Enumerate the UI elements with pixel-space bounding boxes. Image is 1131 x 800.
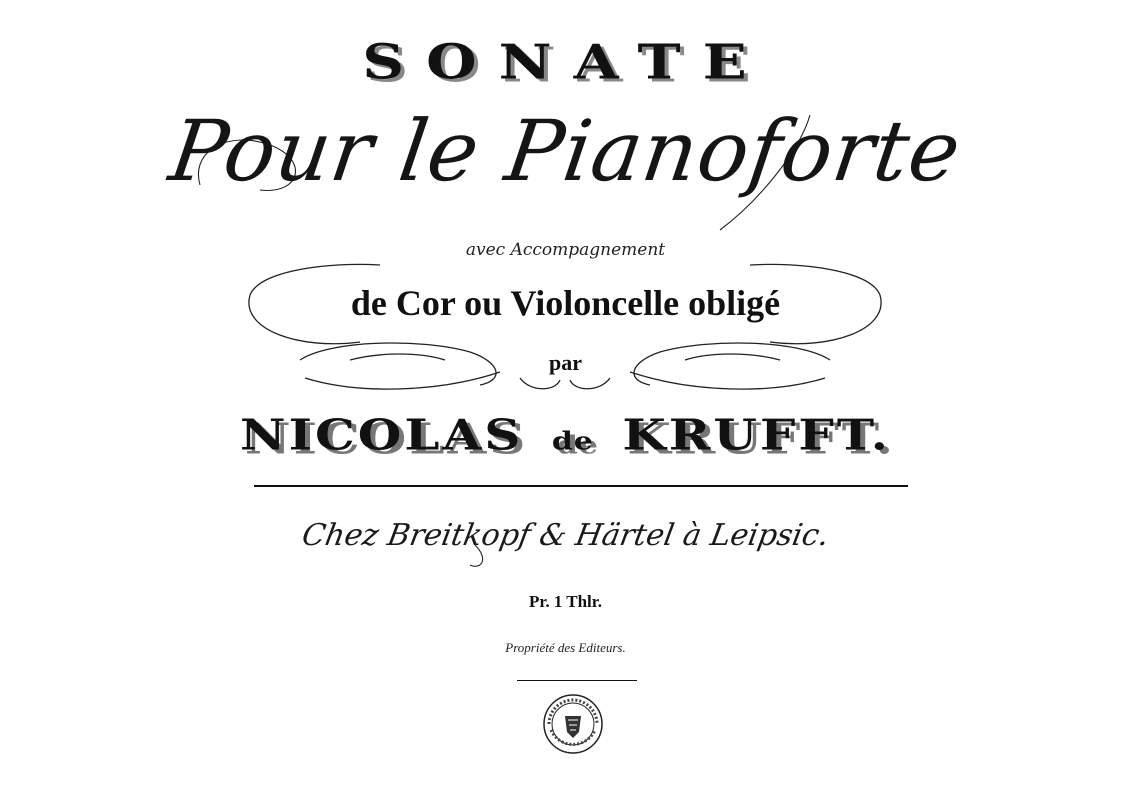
- composer-first-name: NICOLAS: [239, 409, 524, 460]
- rights-line: Propriété des Editeurs.: [505, 640, 626, 655]
- composer-name: [0, 409, 1131, 459]
- composer-last-name: KRUFFT.: [622, 409, 892, 460]
- publisher-seal-icon: [541, 692, 605, 756]
- par-line: par: [549, 350, 582, 375]
- composer-particle: de: [551, 426, 594, 457]
- divider-rule: [254, 485, 908, 487]
- small-divider-rule: [517, 680, 637, 681]
- publisher-line: Chez Breitkopf & Härtel à Leipsic.: [299, 518, 832, 553]
- title-subtitle: Pour le Pianoforte: [163, 102, 968, 200]
- instruments-line: de Cor ou Violoncelle obligé: [350, 283, 781, 323]
- title-sonate: SONATE: [362, 34, 769, 90]
- price-line: Pr. 1 Thlr.: [528, 592, 603, 611]
- accompaniment-line: avec Accompagnement: [465, 240, 666, 260]
